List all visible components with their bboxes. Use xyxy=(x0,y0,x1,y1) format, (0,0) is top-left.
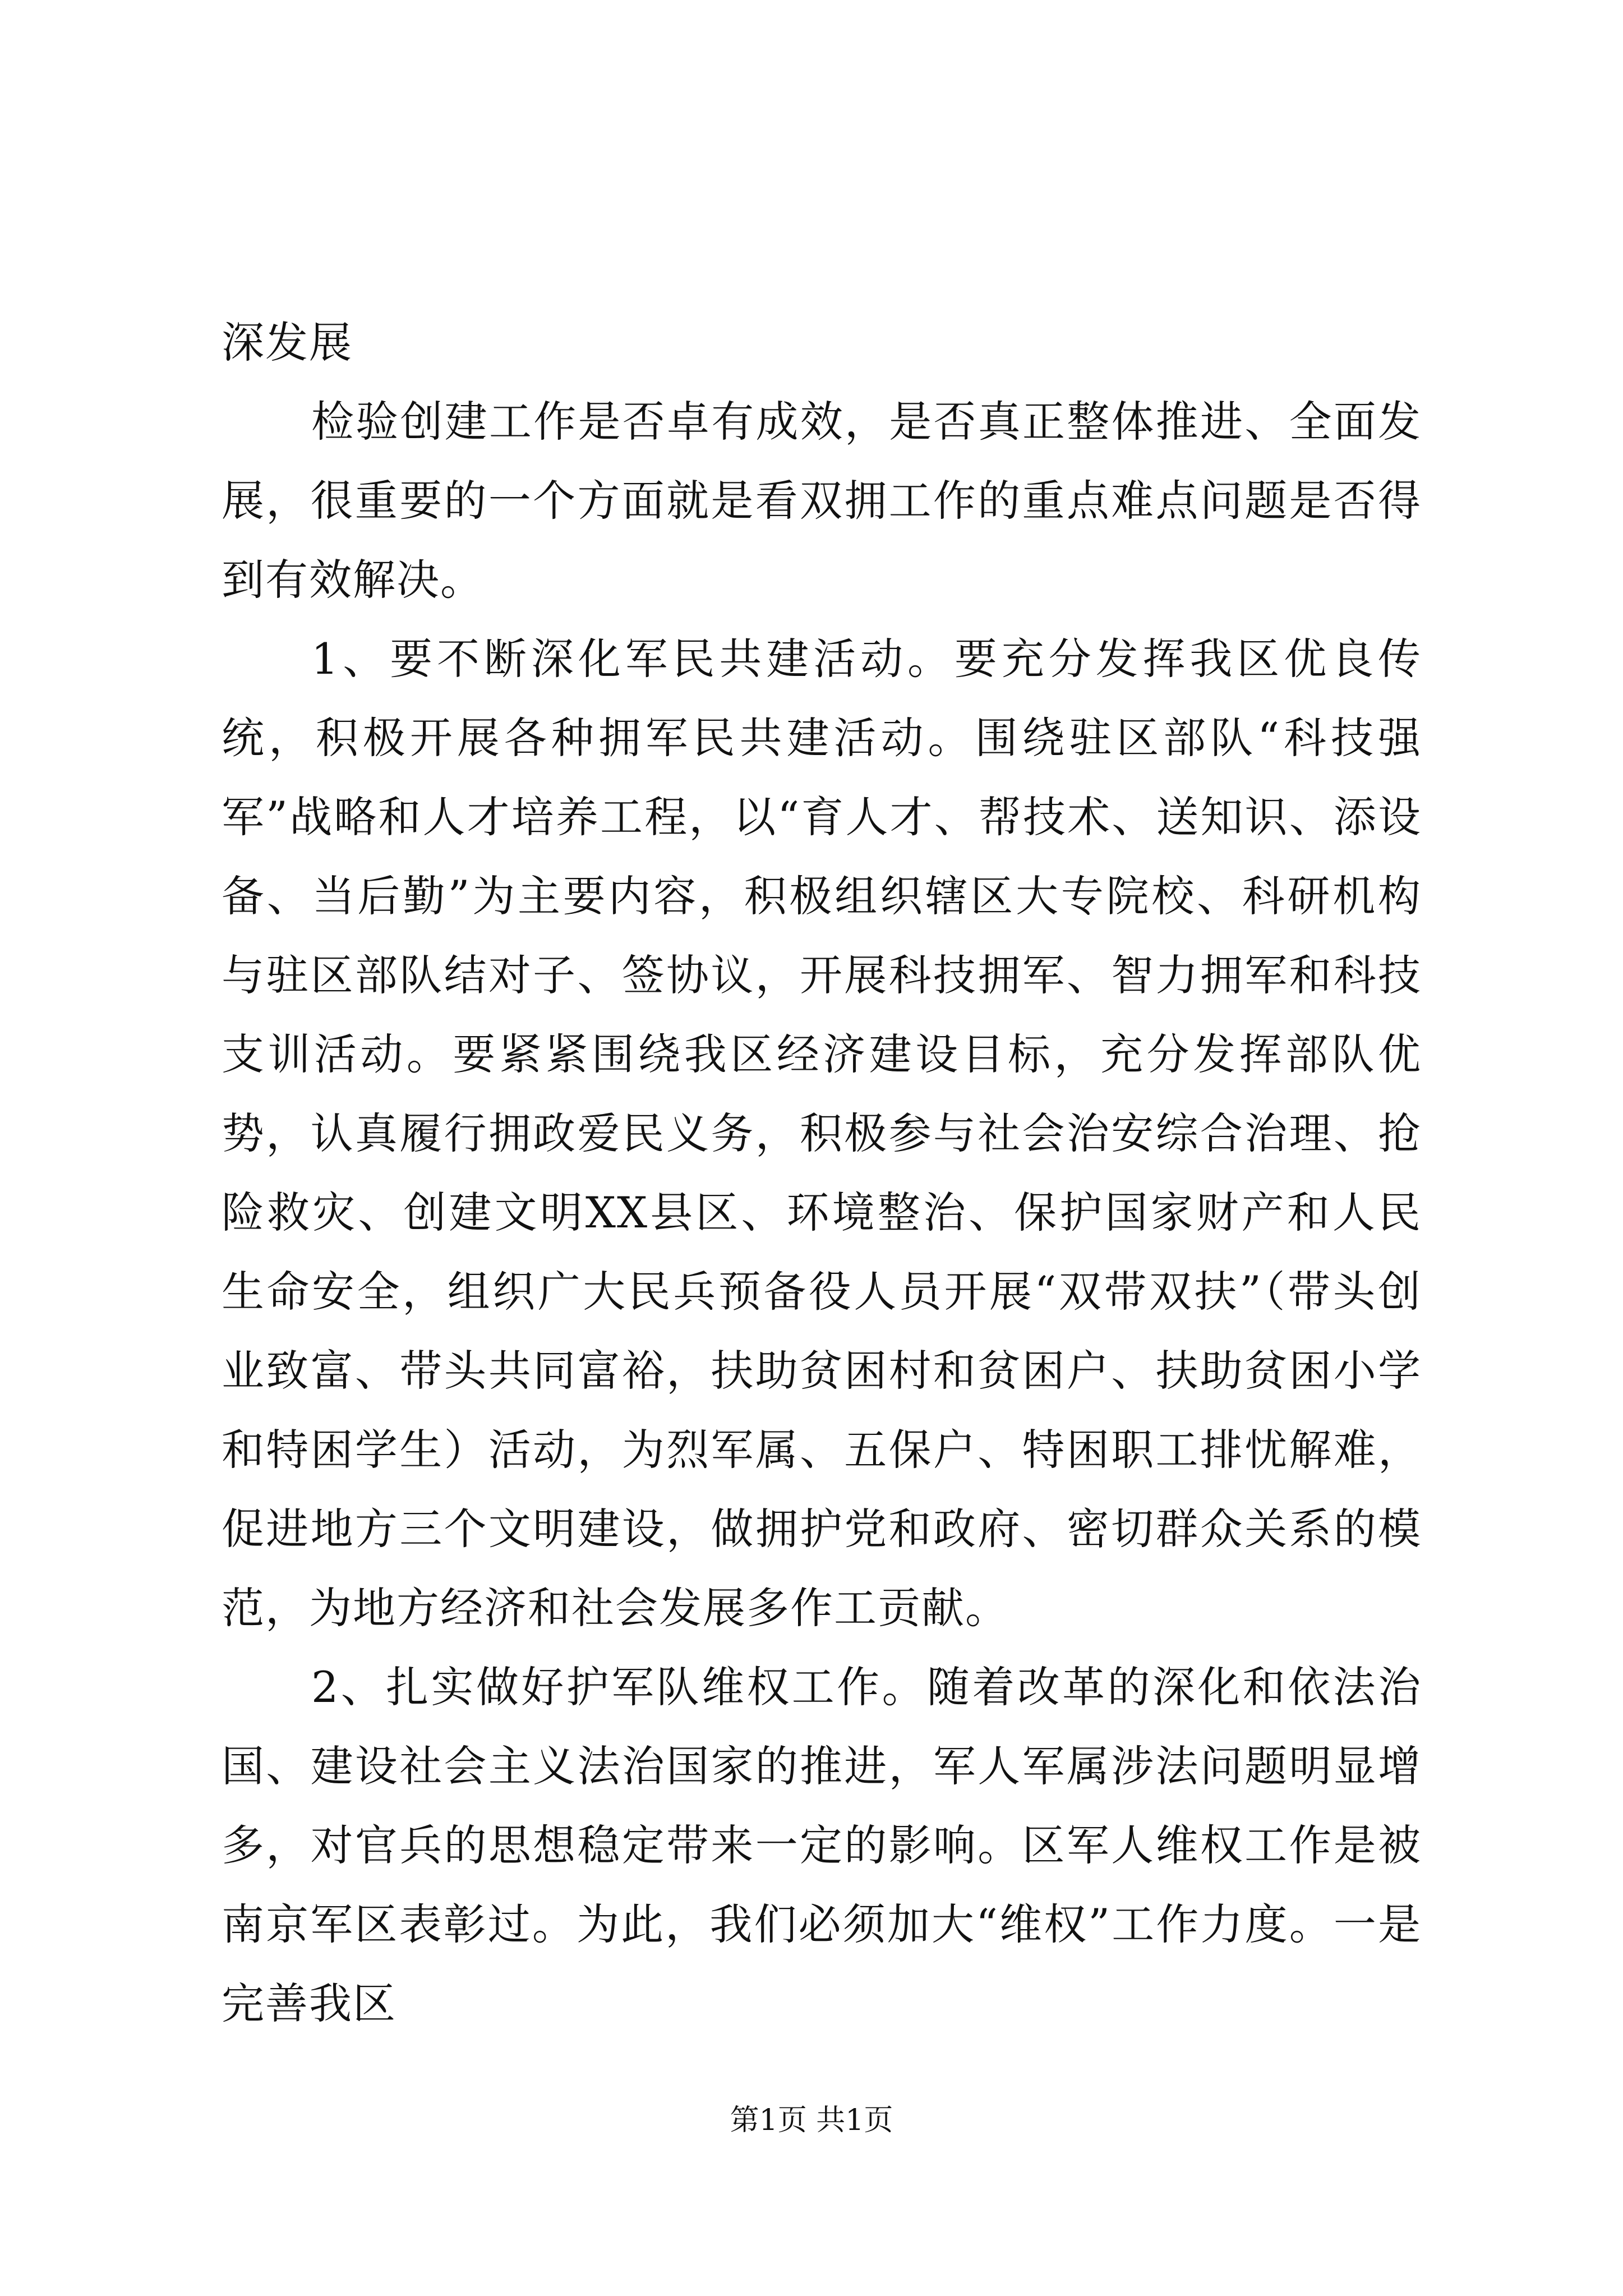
paragraph-item-1: 1、要不断深化军民共建活动。要充分发挥我区优良传统，积极开展各种拥军民共建活动。围绕驻区部队“科技强军”战略和人才培养工程，以“育人才、帮技术、送知识、添设备、当后勤”为主要内容，积极组织辖区大专院校、科研机构与驻区部队结对子、签协议，开展科技拥军、智力拥军和科技支训活动。要紧紧围绕我区经济建设目标，充分发挥部队优势，认真履行拥政爱民义务，积极参与社会治安综合治理、抢险救灾、创建文明XX县区、环境整治、保护国家财产和人民生命安全，组织广大民兵预备役人员开展“双带双扶”（带头创业致富、带头共同富裕，扶助贫困村和贫困户、扶助贫困小学和特困学生）活动，为烈军属、五保户、特困职工排忧解难，促进地方三个文明建设，做拥护党和政府、密切群众关系的模范，为地方经济和社会发展多作工贡献。 xyxy=(222,634,1422,1633)
paragraph-heading-fragment: 深发展 xyxy=(222,318,353,367)
page-footer: 第1页 共1页 xyxy=(730,2104,893,2137)
paragraph-item-2: 2、扎实做好护军队维权工作。随着改革的深化和依法治国、建设社会主义法治国家的推进，军人军属涉法问题明显增多，对官兵的思想稳定带来一定的影响。区军人维权工作是被南京军区表彰过。为此，我们必须加大“维权”工作力度。一是完善我区 xyxy=(222,1662,1422,2028)
document-body xyxy=(222,303,1422,2043)
paragraph-intro: 检验创建工作是否卓有成效，是否真正整体推进、全面发展，很重要的一个方面就是看双拥工作的重点难点问题是否得到有效解决。 xyxy=(222,397,1422,605)
